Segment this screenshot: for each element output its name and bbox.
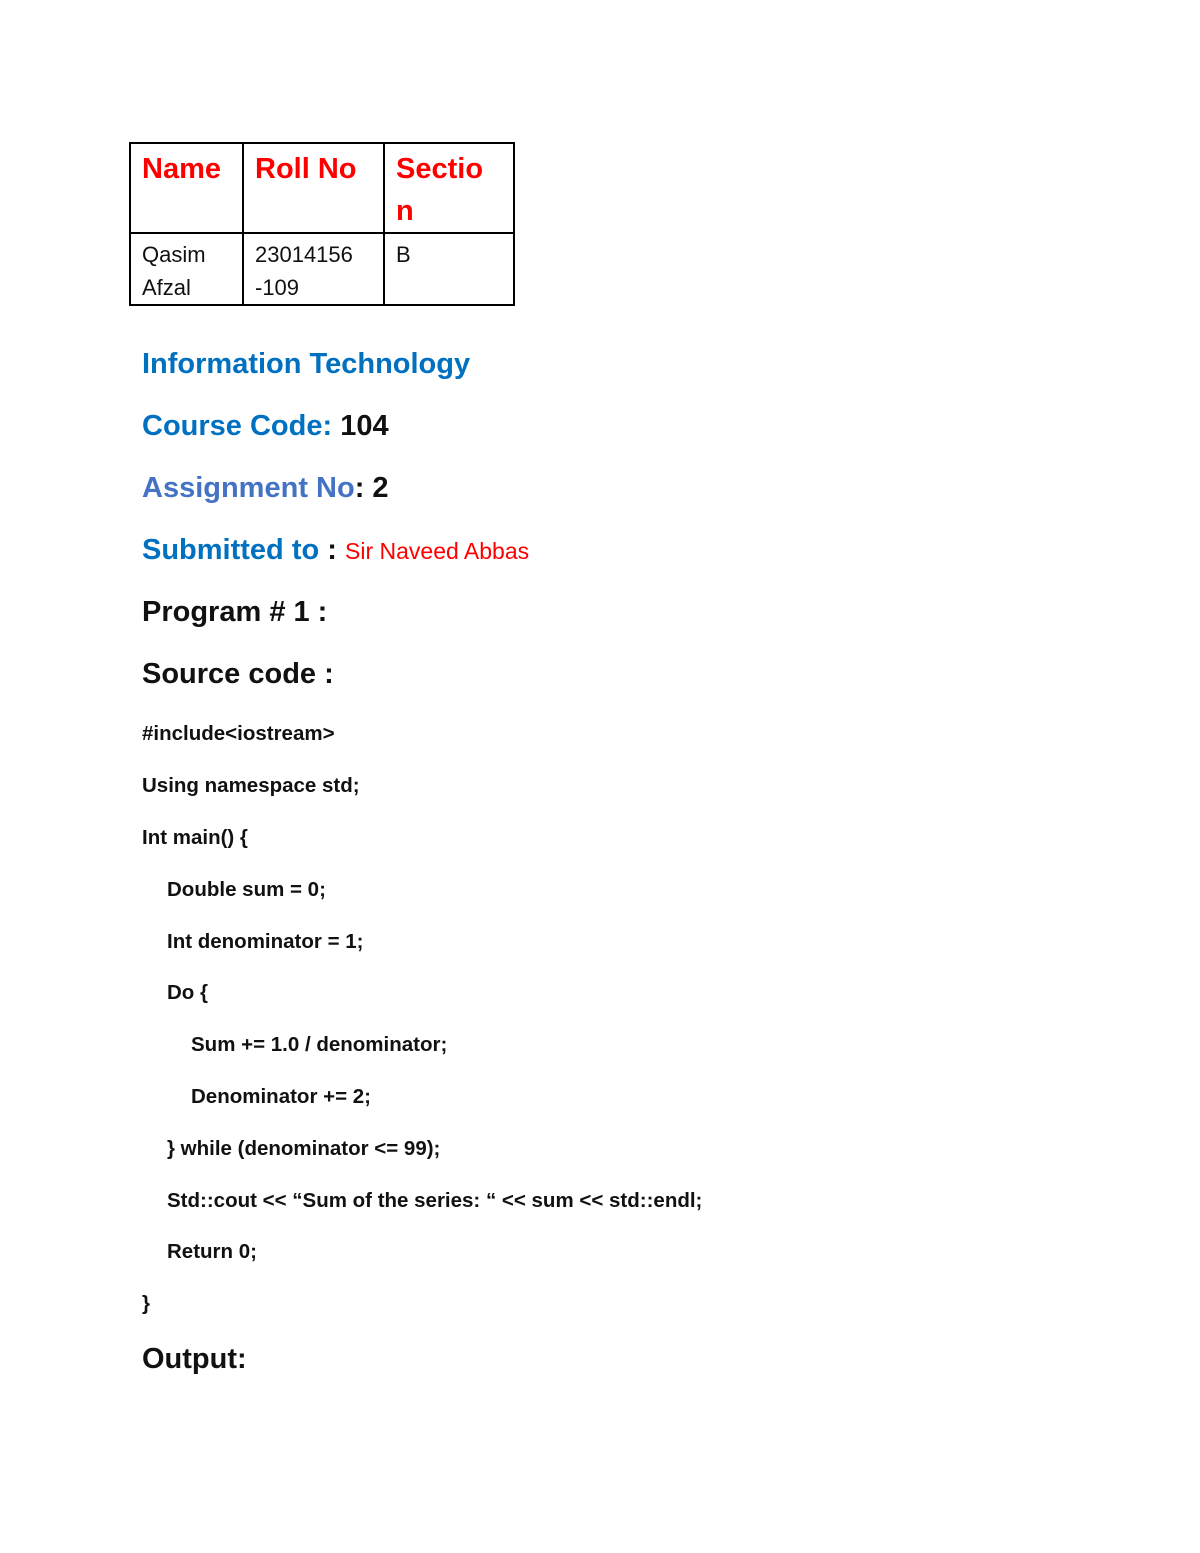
code-line: } bbox=[142, 1292, 150, 1315]
assignment-value: 2 bbox=[372, 472, 389, 504]
code-line: Double sum = 0; bbox=[167, 878, 326, 901]
code-line: Int denominator = 1; bbox=[167, 930, 364, 953]
code-line: Do { bbox=[167, 981, 208, 1004]
code-line: Std::cout << “Sum of the series: “ << sum << std::endl; bbox=[167, 1189, 703, 1212]
course-code-label: Course Code: bbox=[142, 410, 333, 442]
code-line: Using namespace std; bbox=[142, 774, 360, 797]
code-line: Sum += 1.0 / denominator; bbox=[191, 1033, 448, 1056]
code-line: Int main() { bbox=[142, 826, 248, 849]
assignment-no bbox=[142, 472, 389, 505]
output-heading: Output: bbox=[142, 1343, 247, 1375]
cell-name: Qasim Afzal bbox=[130, 233, 243, 305]
code-line: } while (denominator <= 99); bbox=[167, 1137, 441, 1160]
submitted-value: Sir Naveed Abbas bbox=[345, 538, 530, 564]
code-line: Return 0; bbox=[167, 1240, 257, 1263]
header-section: Sectio n bbox=[384, 143, 514, 233]
code-line: #include<iostream> bbox=[142, 722, 335, 745]
submitted-label: Submitted to bbox=[142, 534, 320, 566]
submitted-colon: : bbox=[327, 534, 337, 566]
assignment-label: Assignment No bbox=[142, 472, 355, 504]
course-code bbox=[142, 410, 389, 443]
header-roll-no: Roll No bbox=[243, 143, 384, 233]
source-heading: Source code : bbox=[142, 658, 334, 690]
assignment-colon: : bbox=[354, 472, 365, 504]
course-code-value: 104 bbox=[340, 410, 389, 442]
student-info-table bbox=[129, 142, 515, 306]
cell-roll-no: 23014156 -109 bbox=[243, 233, 384, 305]
header-name: Name bbox=[130, 143, 243, 233]
cell-section: B bbox=[384, 233, 514, 305]
code-line: Denominator += 2; bbox=[191, 1085, 371, 1108]
program-heading: Program # 1 : bbox=[142, 596, 328, 628]
submitted-to bbox=[142, 534, 529, 567]
course-title: Information Technology bbox=[142, 348, 471, 380]
